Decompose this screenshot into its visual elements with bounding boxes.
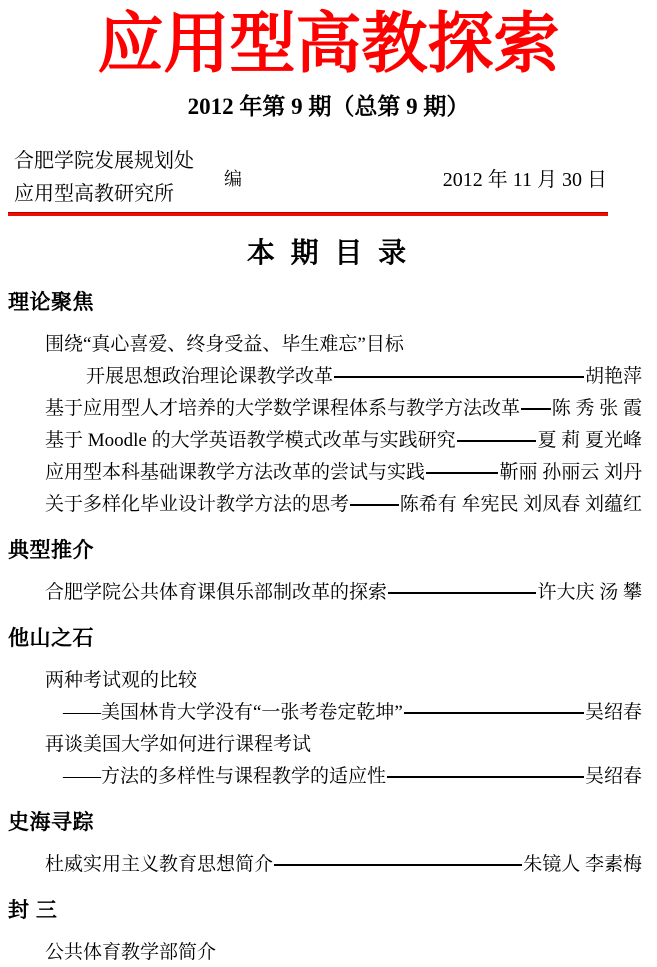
article-title: 公共体育教学部简介 [45, 942, 217, 964]
dash-leader [274, 864, 522, 866]
article-title: 合肥学院公共体育课俱乐部制改革的探索 [45, 582, 388, 604]
section-heading: 典型推介 [8, 538, 94, 562]
article-title: 应用型本科基础课教学方法改革的尝试与实践 [45, 462, 426, 484]
toc-section-theory-focus [0, 286, 657, 519]
article-title: 基于应用型人才培养的大学数学课程体系与教学方法改革 [45, 398, 521, 420]
toc-body [0, 286, 657, 967]
toc-row [0, 695, 657, 727]
issue-number-line: 2012 年第 9 期（总第 9 期） [187, 93, 470, 119]
toc-row [0, 727, 657, 759]
publisher-block [14, 145, 643, 211]
article-title: 关于多样化毕业设计教学方法的思考 [45, 494, 350, 516]
article-authors: 朱镜人 李素梅 [523, 854, 642, 876]
toc-row [0, 935, 657, 967]
toc-row [0, 575, 657, 607]
toc-row [0, 327, 657, 359]
article-title: 基于 Moodle 的大学英语教学模式改革与实践研究 [45, 430, 456, 452]
publisher-org-line1: 合肥学院发展规划处 [14, 149, 194, 172]
article-authors: 靳丽 孙丽云 刘丹 [499, 462, 642, 484]
toc-row [0, 487, 657, 519]
toc-section-inside-back-cover [0, 894, 657, 967]
dash-leader [334, 376, 584, 378]
article-subtitle: ——美国林肯大学没有“一张考卷定乾坤” [63, 702, 403, 724]
article-title: 围绕“真心喜爱、终身受益、毕生难忘”目标 [45, 334, 404, 356]
publication-date: 2012 年 11 月 30 日 [442, 169, 607, 192]
dash-leader [457, 440, 537, 442]
article-title: 再谈美国大学如何进行课程考试 [45, 734, 312, 756]
toc-row [0, 359, 657, 391]
article-subtitle: ——方法的多样性与课程教学的适应性 [63, 766, 387, 788]
article-authors: 许大庆 汤 攀 [537, 582, 642, 604]
journal-title: 应用型高教探索 [97, 8, 560, 81]
section-heading: 理论聚焦 [8, 290, 94, 314]
toc-row [0, 391, 657, 423]
dash-leader [521, 408, 551, 410]
article-title: 开展思想政治理论课教学改革 [86, 366, 334, 388]
journal-toc-page [0, 6, 657, 964]
dash-leader [350, 504, 399, 506]
toc-row [0, 455, 657, 487]
dash-leader [388, 592, 536, 594]
toc-section-model-recommend [0, 534, 657, 607]
toc-row [0, 663, 657, 695]
article-authors: 夏 莉 夏光峰 [537, 430, 642, 452]
article-authors: 吴绍春 [584, 766, 642, 788]
toc-row [0, 423, 657, 455]
toc-section-history-trace [0, 806, 657, 879]
section-heading: 史海寻踪 [8, 810, 94, 834]
dash-leader [387, 776, 584, 778]
toc-row [0, 847, 657, 879]
article-authors: 吴绍春 [584, 702, 642, 724]
article-authors: 陈希有 牟宪民 刘凤春 刘蕴红 [399, 494, 642, 516]
article-authors: 胡艳萍 [584, 366, 642, 388]
toc-heading: 本 期 目 录 [246, 236, 411, 268]
editor-label: 编 [224, 168, 242, 189]
article-authors: 陈 秀 张 霞 [551, 398, 642, 420]
dash-leader [404, 712, 584, 714]
article-title: 杜威实用主义教育思想简介 [45, 854, 274, 876]
publisher-orgs [14, 145, 194, 211]
publisher-org-line2: 应用型高教研究所 [14, 182, 174, 205]
article-title: 两种考试观的比较 [45, 670, 198, 692]
toc-row [0, 759, 657, 791]
toc-section-other-mountains [0, 622, 657, 791]
section-heading: 他山之石 [8, 626, 94, 650]
red-divider-rule [8, 212, 608, 216]
section-heading: 封 三 [8, 898, 58, 922]
dash-leader [426, 472, 498, 474]
